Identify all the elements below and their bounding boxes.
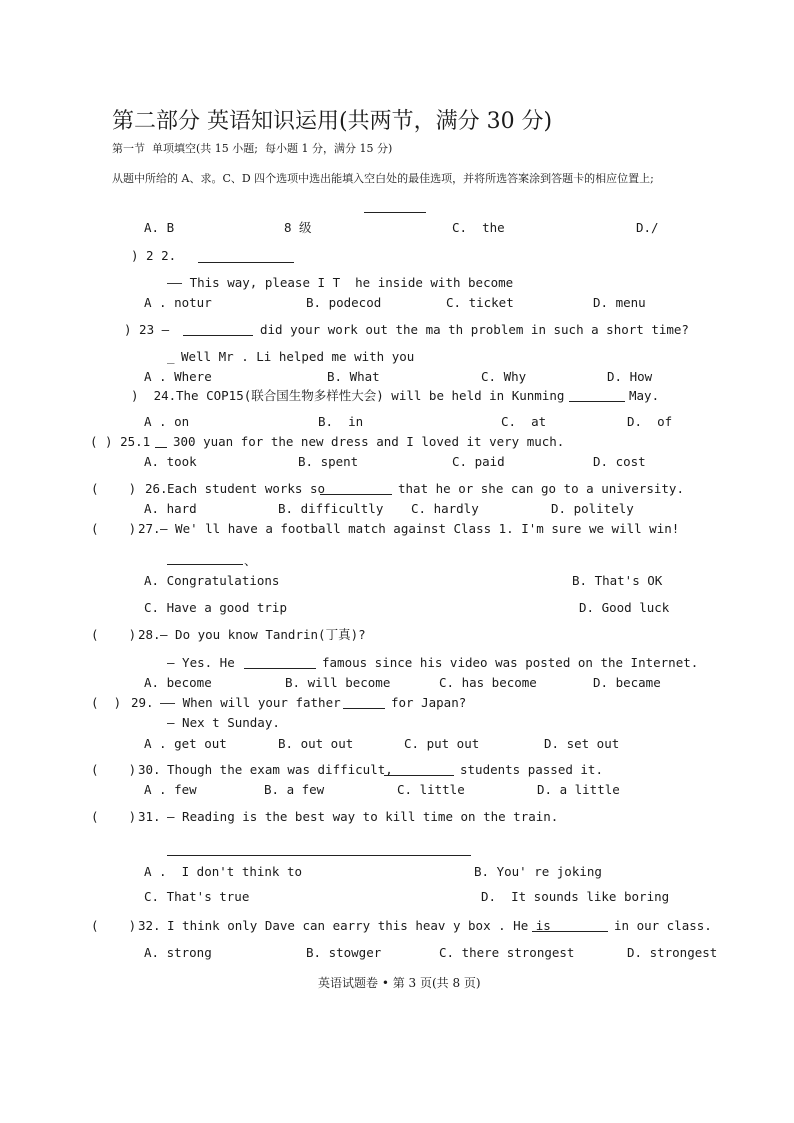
- q29-number: 29.: [131, 695, 154, 710]
- q28-option-d: D. became: [593, 675, 661, 690]
- q28-reply-end: famous since his video was posted on the Internet.: [322, 655, 699, 670]
- q25-option-c: C. paid: [452, 454, 505, 469]
- q32-blank: [532, 931, 608, 932]
- q21-option-d: D./: [636, 220, 659, 235]
- q23-reply-mark: _: [167, 349, 175, 364]
- q23-option-b: B. What: [327, 369, 380, 384]
- q26-option-d: D. politely: [551, 501, 634, 516]
- q29-paren: ( ): [91, 695, 122, 710]
- q29-option-c: C. put out: [404, 736, 480, 751]
- q24-blank: [569, 401, 625, 402]
- section-subtitle: 第一节 单项填空(共 15 小题; 每小题 1 分，满分 15 分): [112, 142, 393, 155]
- q24-question-end: May.: [629, 388, 660, 403]
- q30-question: Though the exam was difficult,: [167, 762, 393, 777]
- q25-blank: [155, 447, 167, 448]
- q27-blank: [167, 564, 243, 565]
- q22-option-b: B. podecod: [306, 295, 382, 310]
- q32-option-b: B. stowger: [306, 945, 382, 960]
- q22-dialogue: —— This way, please I T he inside with become: [167, 275, 514, 290]
- q31-option-a: A . I don't think to: [144, 864, 303, 879]
- q21-option-c: C. the: [452, 220, 505, 235]
- q21-blank: [364, 212, 426, 213]
- q26-option-b: B. difficultly: [278, 501, 384, 516]
- q21-option-b: 8 级: [284, 220, 312, 235]
- q27-paren: ( ): [91, 521, 137, 536]
- q21-option-a: A. B: [144, 220, 175, 235]
- q29-option-a: A . get out: [144, 736, 227, 751]
- q25-number: ( ) 25.1: [90, 434, 151, 449]
- q29-question-end: for Japan?: [391, 695, 467, 710]
- q25-option-b: B. spent: [298, 454, 359, 469]
- q25-option-d: D. cost: [593, 454, 646, 469]
- q30-paren: ( ): [91, 762, 137, 777]
- q24-option-d: D. of: [627, 414, 673, 429]
- q24-option-c: C. at: [501, 414, 547, 429]
- q23-blank: [183, 335, 253, 336]
- q30-option-d: D. a little: [537, 782, 620, 797]
- q22-option-d: D. menu: [593, 295, 646, 310]
- q27-option-a: A. Congratulations: [144, 573, 280, 588]
- q23-question: did your work out the ma th problem in such a short time?: [260, 322, 689, 337]
- q29-option-d: D. set out: [544, 736, 620, 751]
- q31-number: 31.: [138, 809, 161, 824]
- q32-question: I think only Dave can earry this heav y box . He is: [167, 918, 551, 933]
- q32-paren: ( ): [91, 918, 137, 933]
- q27-mark: 、: [244, 553, 257, 568]
- q26-number: 26.: [145, 481, 168, 496]
- q24-option-a: A . on: [144, 414, 190, 429]
- q23-option-c: C. Why: [481, 369, 527, 384]
- q26-option-c: C. hardly: [411, 501, 479, 516]
- q29-reply: — Nex t Sunday.: [167, 715, 280, 730]
- q31-blank: [167, 855, 471, 856]
- q30-number: 30.: [138, 762, 161, 777]
- q32-option-d: D. strongest: [627, 945, 718, 960]
- page-footer: 英语试题卷 • 第 3 页(共 8 页): [318, 976, 481, 990]
- q32-number: 32.: [138, 918, 161, 933]
- q30-option-c: C. little: [397, 782, 465, 797]
- q25-question: 300 yuan for the new dress and I loved it very much.: [173, 434, 565, 449]
- q30-option-a: A . few: [144, 782, 197, 797]
- q23-option-d: D. How: [607, 369, 653, 384]
- q22-option-a: A . notur: [144, 295, 212, 310]
- q23-option-a: A . Where: [144, 369, 212, 384]
- q30-blank: [384, 775, 454, 776]
- instructions: 从题中所给的 A、求。C、D 四个选项中选出能填入空白处的最佳选项，并将所选答案涂到答题卡的相应位置上;: [112, 172, 654, 185]
- q26-paren: ( ): [91, 481, 137, 496]
- q27-option-c: C. Have a good trip: [144, 600, 287, 615]
- q27-option-b: B. That's OK: [572, 573, 663, 588]
- q28-blank: [244, 668, 316, 669]
- q27-number: 27.: [138, 521, 161, 536]
- q27-option-d: D. Good luck: [579, 600, 670, 615]
- q24-question: The COP15(联合国生物多样性大会) will be held in Kunming: [176, 388, 565, 403]
- q31-option-b: B. You' re joking: [474, 864, 602, 879]
- q24-number: ) 24.: [131, 388, 177, 403]
- q29-option-b: B. out out: [278, 736, 354, 751]
- q22-number: ) 2 2.: [131, 248, 177, 263]
- q23-reply: Well Mr . Li helped me with you: [181, 349, 415, 364]
- q26-blank: [320, 494, 392, 495]
- q28-paren: ( ): [91, 627, 137, 642]
- q27-question: — We' ll have a football match against Class 1. I'm sure we will win!: [160, 521, 680, 536]
- q25-option-a: A. took: [144, 454, 197, 469]
- q32-question-end: in our class.: [614, 918, 712, 933]
- q28-option-b: B. will become: [285, 675, 391, 690]
- q31-paren: ( ): [91, 809, 137, 824]
- q32-option-c: C. there strongest: [439, 945, 575, 960]
- q29-blank: [343, 708, 385, 709]
- q26-option-a: A. hard: [144, 501, 197, 516]
- q29-question: —— When will your father: [160, 695, 341, 710]
- q28-reply-start: — Yes. He: [167, 655, 235, 670]
- q28-question: — Do you know Tandrin(丁真)?: [160, 627, 366, 642]
- q26-question-end: that he or she can go to a university.: [398, 481, 684, 496]
- q28-number: 28.: [138, 627, 161, 642]
- q28-option-a: A. become: [144, 675, 212, 690]
- q26-question: Each student works so: [167, 481, 326, 496]
- q31-option-d: D. It sounds like boring: [481, 889, 670, 904]
- q31-option-c: C. That's true: [144, 889, 250, 904]
- q30-question-end: students passed it.: [460, 762, 603, 777]
- q22-option-c: C. ticket: [446, 295, 514, 310]
- q22-blank: [198, 262, 294, 263]
- q28-option-c: C. has become: [439, 675, 537, 690]
- q31-question: — Reading is the best way to kill time on the train.: [167, 809, 559, 824]
- q30-option-b: B. a few: [264, 782, 325, 797]
- section-title: 第二部分 英语知识运用(共两节，满分 30 分): [112, 109, 553, 134]
- q24-option-b: B. in: [318, 414, 364, 429]
- q32-option-a: A. strong: [144, 945, 212, 960]
- q23-number: ) 23 —: [124, 322, 170, 337]
